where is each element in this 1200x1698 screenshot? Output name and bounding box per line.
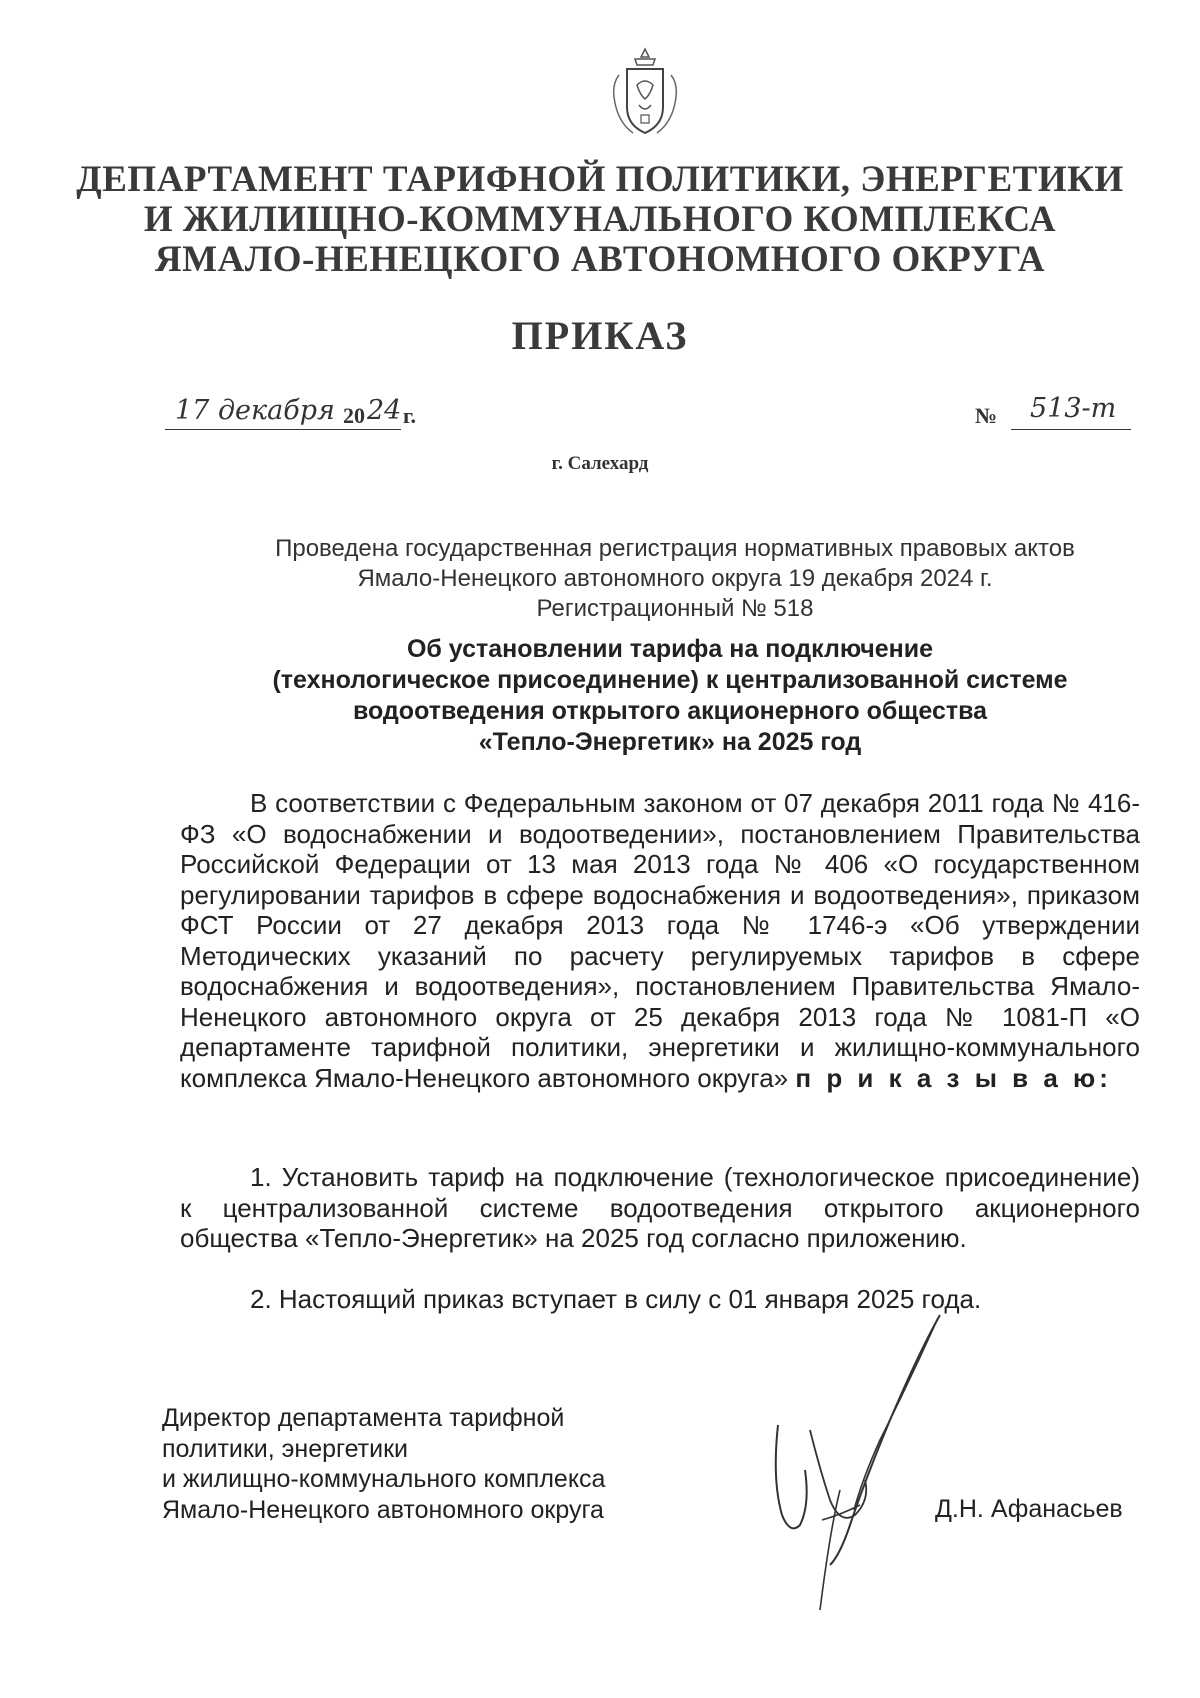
city: г. Салехард [551, 453, 649, 474]
preamble-paragraph [180, 788, 1140, 1093]
preamble-text: В соответствии с Федеральным законом от 07 декабря 2011 года № 416-ФЗ «О водоснабжении и водоотведении», постановлением Правительства Российской Федерации от 13 мая 2013 года № 406 «О государственном регулировании тарифов в сфере водоснабжения и водоотведения», приказом ФСТ России от 27 декабря 2013 года № 1746-э «Об утверждении Методических указаний по расчету регулируемых тарифов в сфере водоснабжения и водоотведения», постановлением Правительства Ямало-Ненецкого автономного округа от 25 декабря 2013 года № 1081-П «О департаменте тарифной политики, энергетики и жилищно-коммунального комплекса Ямало-Ненецкого автономного округа» [180, 788, 1140, 1093]
handwritten-year: 24 [367, 395, 402, 426]
signer-position-line-4: Ямало-Ненецкого автономного округа [162, 1495, 604, 1524]
year-prefix: 20 [343, 403, 365, 428]
department-line-3: ЯМАЛО-НЕНЕЦКОГО АВТОНОМНОГО ОКРУГА [154, 239, 1046, 280]
year-suffix: г. [403, 403, 417, 428]
registration-line-1: Проведена государственная регистрация нормативных правовых актов [275, 535, 1075, 562]
handwritten-date: 17 декабря [175, 395, 335, 426]
subject-line-2: (технологическое присоединение) к централизованной системе [272, 666, 1068, 694]
order-number [975, 395, 1135, 435]
handwritten-number: 513-т [1030, 393, 1117, 424]
signer-position-line-1: Директор департамента тарифной [162, 1404, 565, 1432]
number-underline [1011, 429, 1131, 430]
signer-name: Д.Н. Афанасьев [935, 1495, 1123, 1523]
department-line-1: ДЕПАРТАМЕНТ ТАРИФНОЙ ПОЛИТИКИ, ЭНЕРГЕТИКИ [76, 159, 1124, 200]
department-line-2: И ЖИЛИЩНО-КОММУНАЛЬНОГО КОМПЛЕКСА [143, 199, 1057, 240]
signer-position-line-3: и жилищно-коммунального комплекса [162, 1465, 606, 1493]
registration-line-3: Регистрационный № 518 [536, 595, 814, 622]
coat-of-arms-icon [605, 45, 685, 145]
date-underline [165, 429, 401, 430]
registration-line-2: Ямало-Ненецкого автономного округа 19 декабря 2024 г. [357, 565, 993, 592]
number-sign: № [975, 403, 998, 428]
handwritten-signature [770, 1310, 950, 1620]
order-date [165, 395, 455, 435]
document-type-title: ПРИКАЗ [511, 313, 689, 358]
subject-line-1: Об установлении тарифа на подключение [406, 635, 934, 663]
signer-position-line-2: политики, энергетики [162, 1434, 408, 1463]
order-word: п р и к а з ы в а ю: [795, 1062, 1112, 1093]
subject-line-3: водоотведения открытого акционерного общества [352, 697, 988, 725]
signer-position [162, 1403, 722, 1525]
item-2: 2. Настоящий приказ вступает в силу с 01 января 2025 года. [250, 1284, 982, 1314]
item-1: 1. Установить тариф на подключение (технологическое присоединение) к централизованной системе водоотведения открытого акционерного общества «Тепло-Энергетик» на 2025 год согласно приложению. [180, 1162, 1140, 1253]
subject-line-4: «Тепло-Энергетик» на 2025 год [478, 728, 862, 756]
